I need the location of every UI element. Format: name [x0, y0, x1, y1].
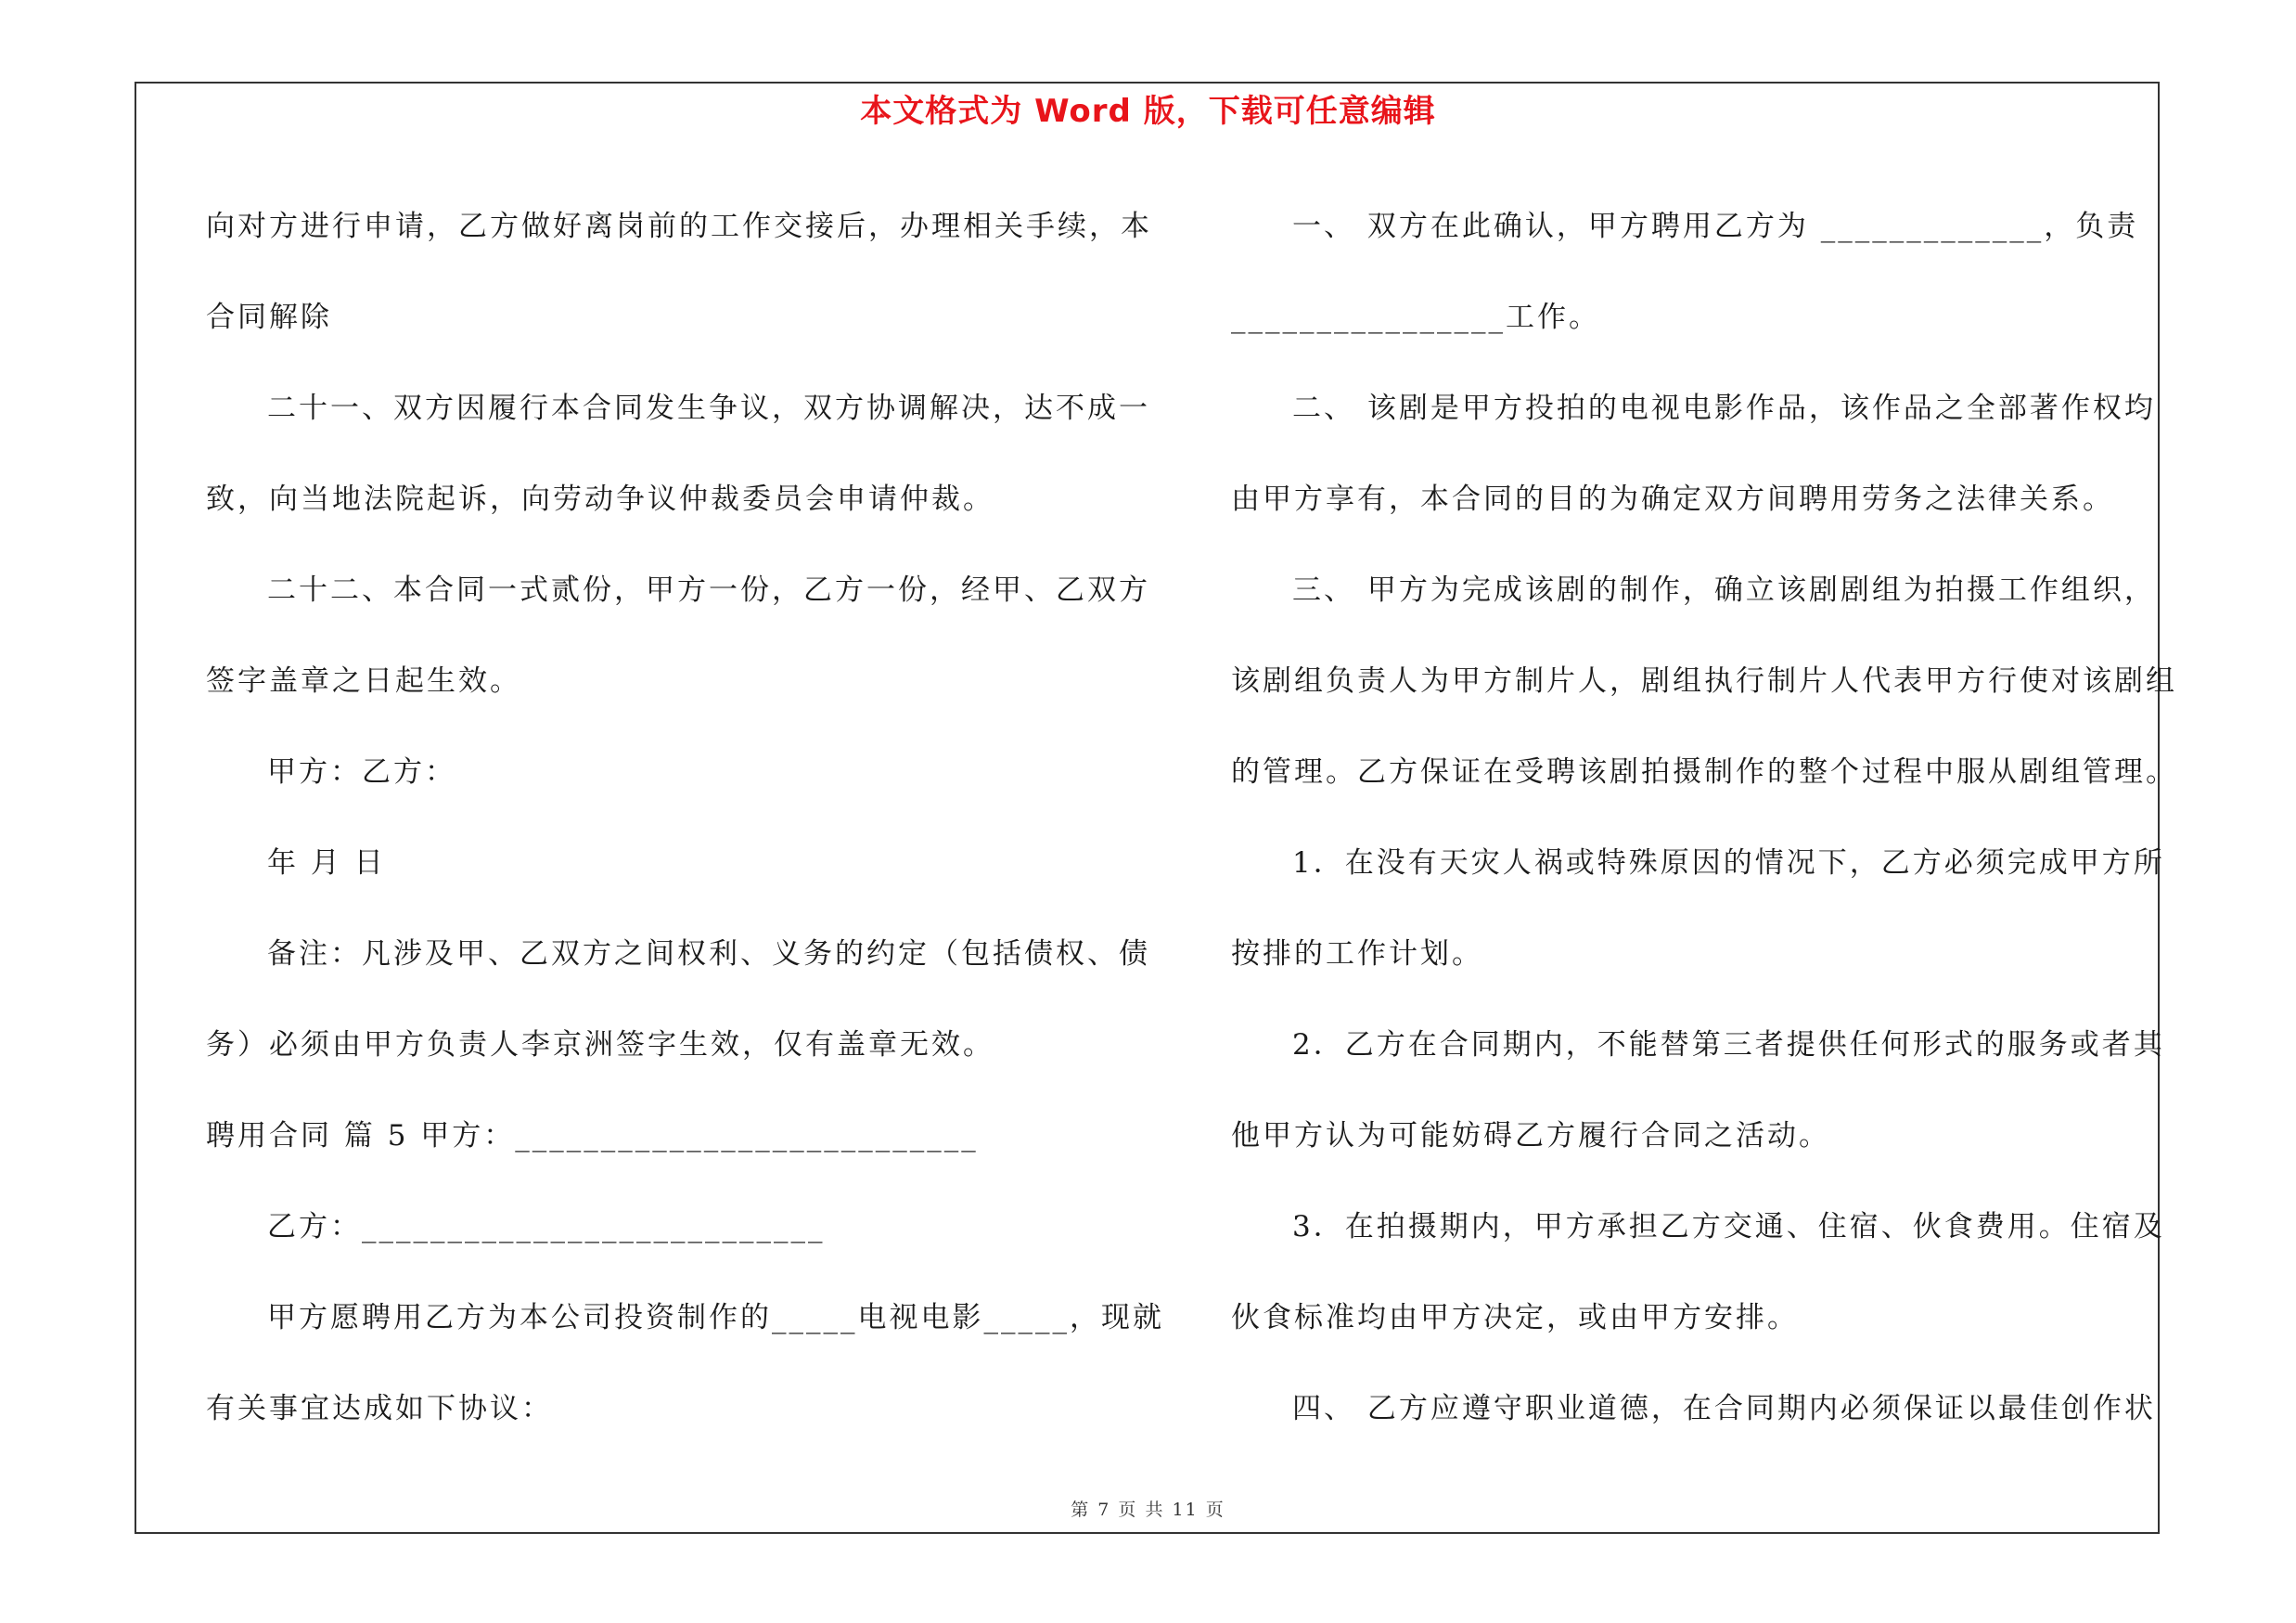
left-column-line: 年 月 日	[267, 846, 386, 880]
left-column-line: 备注：凡涉及甲、乙双方之间权利、义务的约定（包括债权、债	[267, 937, 1150, 971]
right-column-line: 他甲方认为可能妨碍乙方履行合同之活动。	[1231, 1119, 1830, 1153]
left-column-line: 甲方愿聘用乙方为本公司投资制作的_____电视电影_____，现就	[267, 1301, 1164, 1334]
left-column-line: 聘用合同 篇 5 甲方：___________________________	[206, 1119, 979, 1153]
left-column-line: 二十二、本合同一式贰份，甲方一份，乙方一份，经甲、乙双方	[267, 573, 1150, 607]
right-column-line: 三、 甲方为完成该剧的制作，确立该剧剧组为拍摄工作组织，	[1292, 573, 2156, 607]
right-column-line: 二、 该剧是甲方投拍的电视电影作品，该作品之全部著作权均	[1292, 392, 2156, 425]
left-column-line: 合同解除	[206, 301, 332, 334]
left-column-line: 有关事宜达成如下协议：	[206, 1392, 553, 1425]
right-column-line: ________________工作。	[1231, 301, 1600, 334]
right-column-line: 由甲方享有，本合同的目的为确定双方间聘用劳务之法律关系。	[1231, 483, 2114, 516]
left-column-line: 致，向当地法院起诉，向劳动争议仲裁委员会申请仲裁。	[206, 483, 994, 516]
right-column-line: 1．在没有天灾人祸或特殊原因的情况下，乙方必须完成甲方所	[1292, 846, 2165, 880]
left-column-line: 向对方进行申请，乙方做好离岗前的工作交接后，办理相关手续，本	[206, 210, 1152, 243]
right-column-line: 3．在拍摄期内，甲方承担乙方交通、住宿、伙食费用。住宿及	[1292, 1210, 2165, 1243]
right-column-line: 一、 双方在此确认，甲方聘用乙方为 _____________，负责	[1292, 210, 2139, 243]
right-column-line: 该剧组负责人为甲方制片人，剧组执行制片人代表甲方行使对该剧组	[1231, 664, 2177, 698]
format-banner: 本文格式为 Word 版，下载可任意编辑	[860, 93, 1436, 130]
left-column	[206, 181, 1164, 1454]
right-column-line: 四、 乙方应遵守职业道德，在合同期内必须保证以最佳创作状	[1292, 1392, 2156, 1425]
right-column-line: 按排的工作计划。	[1231, 937, 1483, 971]
right-column-line: 2．乙方在合同期内，不能替第三者提供任何形式的服务或者其	[1292, 1028, 2165, 1062]
right-column-line: 的管理。乙方保证在受聘该剧拍摄制作的整个过程中服从剧组管理。	[1231, 755, 2177, 789]
right-column-line: 伙食标准均由甲方决定，或由甲方安排。	[1231, 1301, 1799, 1334]
left-column-line: 甲方：乙方：	[267, 755, 456, 789]
page-number-footer: 第 7 页 共 11 页	[1071, 1500, 1225, 1520]
right-column	[1231, 181, 2177, 1454]
left-column-line: 乙方：___________________________	[267, 1210, 826, 1243]
left-column-line: 务）必须由甲方负责人李京洲签字生效，仅有盖章无效。	[206, 1028, 994, 1062]
left-column-line: 签字盖章之日起生效。	[206, 664, 521, 698]
left-column-line: 二十一、双方因履行本合同发生争议，双方协调解决，达不成一	[267, 392, 1150, 425]
